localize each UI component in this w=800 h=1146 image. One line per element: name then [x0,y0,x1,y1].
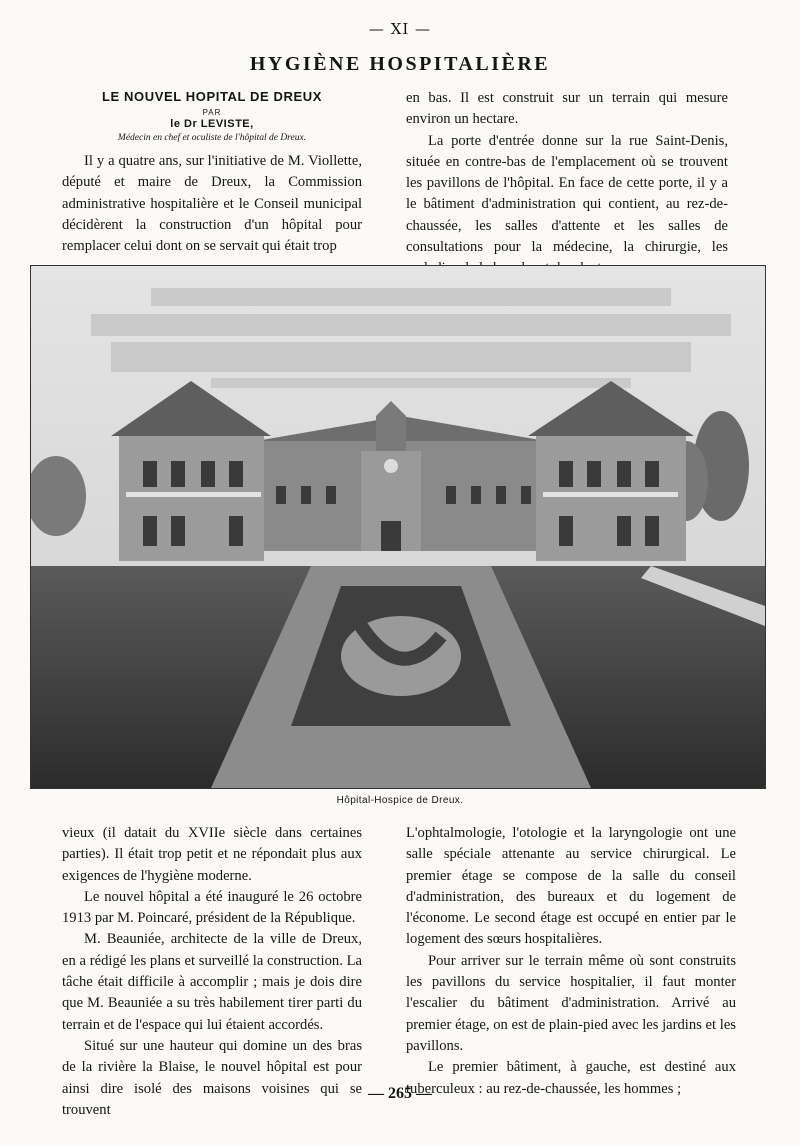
column-top-right [406,88,728,280]
paragraph: en bas. Il est construit sur un terrain qui mesure environ un hectare. [406,90,728,128]
column-bottom-right [406,823,736,1100]
paragraph: L'ophtalmologie, l'otologie et la laryngologie ont une salle spéciale attenante au service chirurgical. Le premier étage se compose de la salle du conseil d'administration, des bureaux et du logement de l'économe. Le second étage est occupé en entier par le logement des sœurs hospitalières. [406,825,736,948]
paragraph: Il y a quatre ans, sur l'initiative de M. Viollette, député et maire de Dreux, la Commission administrative hospitalière et le Conseil municipal décidèrent la construction d'un hôpital pour remplacer celui dont on se servait qui était trop [62,153,362,255]
page-number: — 265 — [368,1085,432,1102]
figure-caption: Hôpital-Hospice de Dreux. [336,795,464,806]
column-top-left [62,88,362,257]
paragraph: La porte d'entrée donne sur la rue Saint-Denis, située en contre-bas de l'emplacement où se trouvent les pavillons de l'hôpital. En face de cette porte, il y a le bâtiment d'administration qui contient, au rez-de-chaussée, les salles d'attente et les salles de consultations pour la médecine, la chirurgie, les [406,132,728,256]
hospital-photograph [30,265,766,789]
section-title: HYGIÈNE HOSPITALIÈRE [249,53,551,75]
paragraph: Pour arriver sur le terrain même où sont construits les pavillons du service hospitalier, il faut monter l'escalier du bâtiment d'administration. Arrivé au premier étage, on est de plain-pied avec les jardins et les pavillons. [406,952,736,1054]
paragraph: vieux (il datait du XVIIe siècle dans certaines parties). Il était trop petit et ne répondait plus aux exigences de l'hygiène moderne. [62,825,362,884]
paragraph: Le nouvel hôpital a été inauguré le 26 octobre 1913 par M. Poincaré, président de la République. [62,888,362,927]
article-author-role: Médecin en chef et oculiste de l'hôpital de Dreux. [117,133,307,143]
paragraph: Le premier bâtiment, à gauche, est destiné aux tuberculeux : au rez-de-chaussée, les hommes ; [406,1059,736,1097]
column-bottom-left [62,823,362,1121]
running-header-page-number: — XI — [368,20,432,38]
article-by: PAR [202,108,222,117]
article-title: LE NOUVEL HOPITAL DE DREUX [101,89,322,104]
article-author: le Dr LEVISTE, [170,118,254,130]
paragraph: Situé sur une hauteur qui domine un des bras de la rivière la Blaise, le nouvel hôpital est pour ainsi dire isolé des maisons voisines qui se trouvent [62,1037,362,1118]
paragraph: M. Beauniée, architecte de la ville de Dreux, en a rédigé les plans et surveillé la construction. La tâche était difficile à accomplir ; mais je dois dire que M. Beauniée a su très habilement tirer parti du terrain et de l'espace qui lui étaient accordés. [62,931,362,1033]
